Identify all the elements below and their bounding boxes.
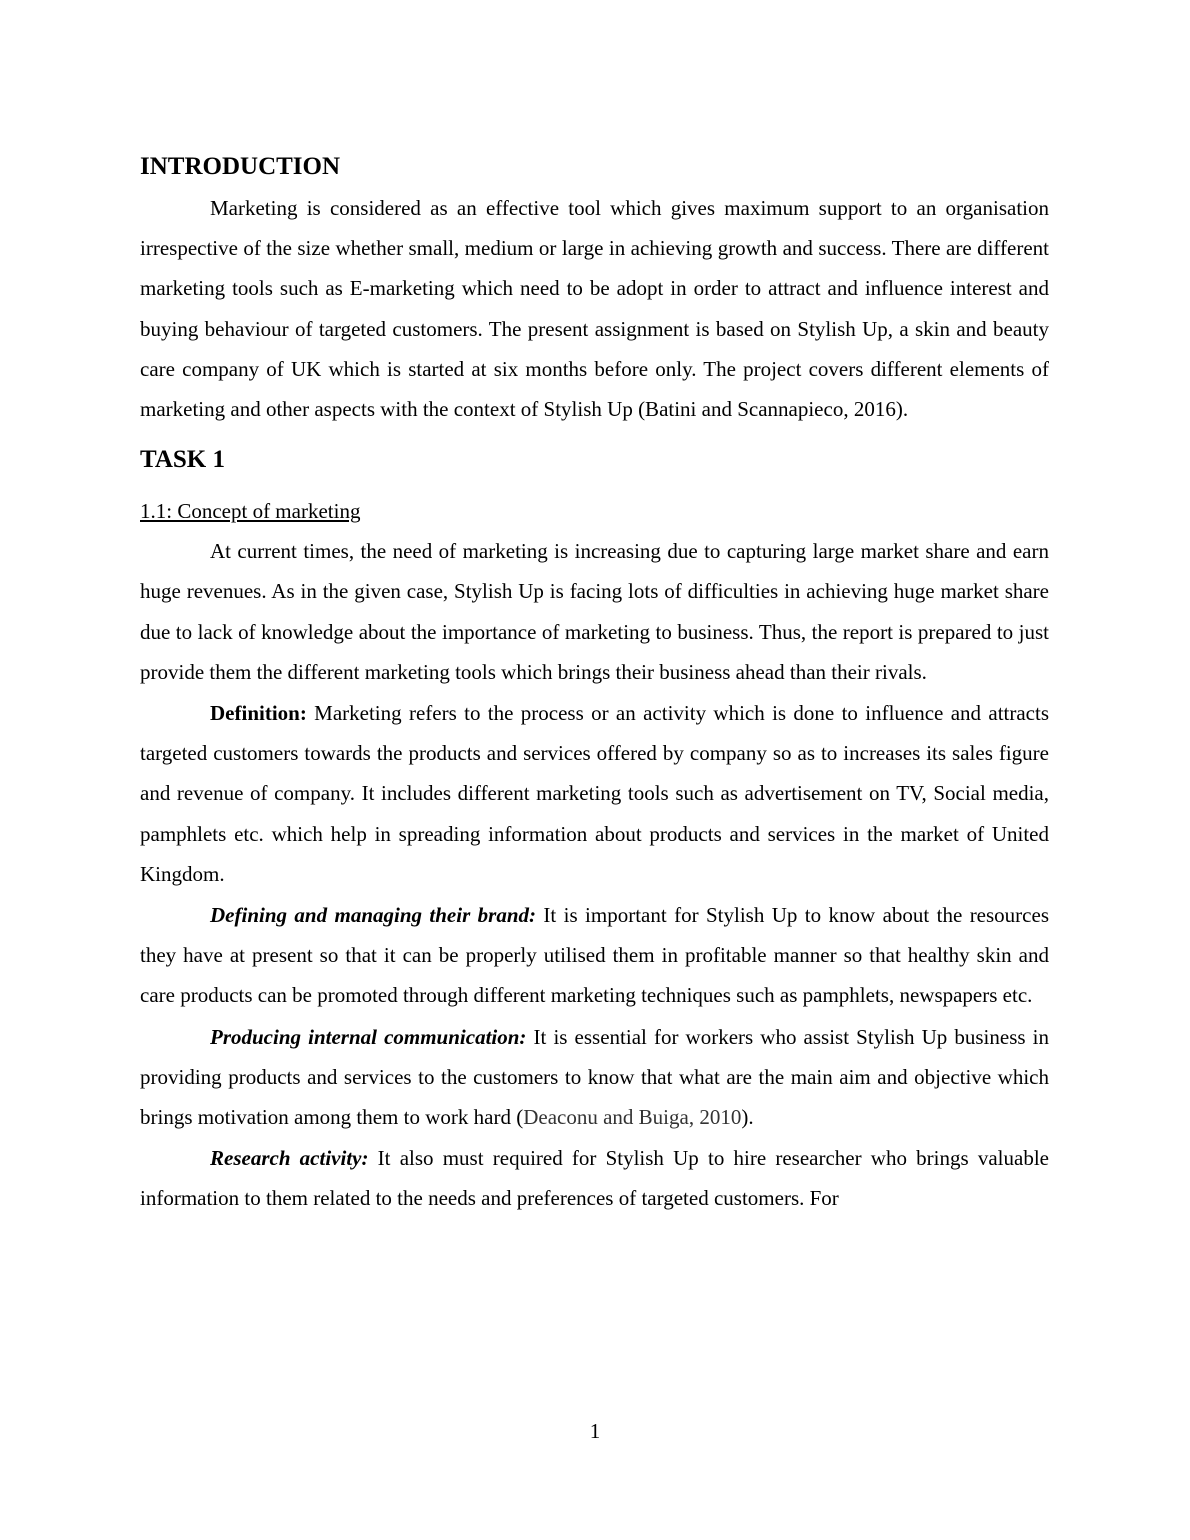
definition-label: Definition:	[210, 701, 307, 726]
research-paragraph	[140, 1138, 1049, 1218]
research-text: It also must required for Stylish Up to hire researcher who brings valuable information to them related to the needs and preferences of targeted customers. For	[140, 1146, 1049, 1211]
brand-text: It is important for Stylish Up to know about the resources they have at present so that it can be properly utilised them in profitable manner so that healthy skin and care products can be promoted through different marketing techniques such as pamphlets, newspapers etc.	[140, 903, 1049, 1008]
introduction-paragraph: Marketing is considered as an effective tool which gives maximum support to an organisation irrespective of the size whether small, medium or large in achieving growth and success. There are different marketing tools such as E-marketing which need to be adopt in order to attract and influence interest and buying behaviour of targeted customers. The present assignment is based on Stylish Up, a skin and beauty care company of UK which is started at six months before only. The project covers different elements of marketing and other aspects with the context of Stylish Up (Batini and Scannapieco, 2016).	[140, 196, 1049, 422]
communication-text: It is essential for workers who assist Stylish Up business in providing products and services to the customers to know that what are the main aim and objective which brings motivation among them to work hard (	[140, 1024, 1049, 1130]
page-number: 1	[589, 1419, 601, 1443]
task-1-heading: TASK 1	[140, 446, 225, 474]
communication-end: ).	[741, 1105, 754, 1130]
brand-label: Defining and managing their brand:	[210, 903, 536, 928]
marketing-need-paragraph: At current times, the need of marketing is increasing due to capturing large market share and earn huge revenues. As in the given case, Stylish Up is facing lots of difficulties in achieving huge market share due to lack of knowledge about the importance of marketing to business. Thus, the report is prepared to just provide them the different marketing tools which brings their business ahead than their rivals.	[140, 539, 1049, 684]
page-content	[140, 150, 1049, 1219]
introduction-heading: INTRODUCTION	[140, 153, 341, 180]
communication-paragraph	[140, 1017, 1049, 1138]
research-label: Research activity:	[210, 1146, 369, 1171]
definition-text: Marketing refers to the process or an activity which is done to influence and attracts targeted customers towards the products and services offered by company so as to increases its sales figure and revenue of company. It includes different marketing tools such as advertisement on TV, Social media, pamphlets etc. which help in spreading information about products and services in the market of United Kingdom.	[140, 701, 1049, 886]
communication-citation: Deaconu and Buiga, 2010	[523, 1105, 742, 1130]
communication-label: Producing internal communication:	[210, 1024, 527, 1049]
definition-paragraph	[140, 693, 1049, 894]
brand-paragraph	[140, 895, 1049, 1016]
concept-of-marketing-subheading: 1.1: Concept of marketing	[140, 499, 361, 524]
